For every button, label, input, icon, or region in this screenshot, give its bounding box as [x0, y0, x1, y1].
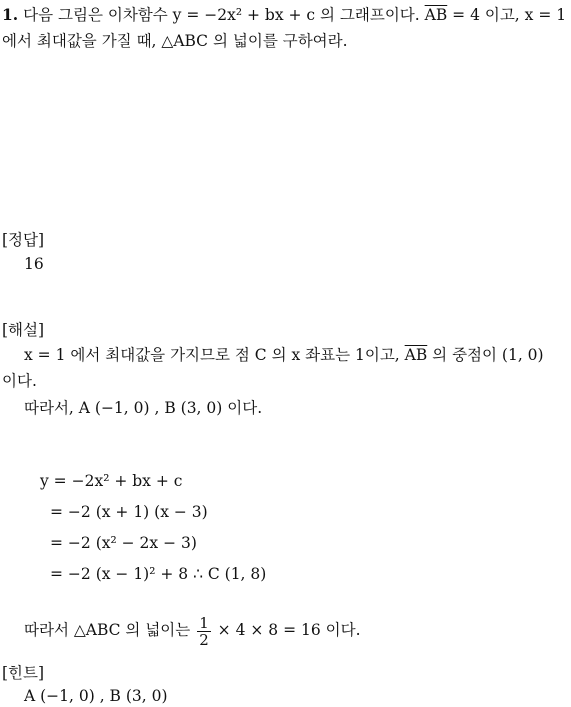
hint-heading: [힌트]	[2, 664, 45, 682]
equation-line-1: y = −2x² + bx + c	[40, 472, 183, 490]
explanation-line-1	[24, 345, 544, 365]
question-text-1a: 다음 그림은 이차함수 y = −2x² + bx + c 의 그래프이다.	[23, 6, 425, 24]
question-text-1b: = 4 이고, x = 1	[447, 6, 567, 24]
equation-line-2: = −2 (x + 1) (x − 3)	[50, 503, 208, 521]
explanation-line-3: 따라서, A (−1, 0) , B (3, 0) 이다.	[24, 399, 263, 417]
hint-text: A (−1, 0) , B (3, 0)	[24, 687, 168, 705]
conclusion-line	[24, 613, 361, 648]
fraction-numerator: 1	[199, 613, 209, 632]
equation-line-4: = −2 (x − 1)² + 8 ∴ C (1, 8)	[50, 565, 267, 583]
question-number: 1.	[2, 5, 19, 24]
question-line-1	[2, 5, 566, 25]
conclusion-text-post: × 4 × 8 = 16 이다.	[217, 621, 361, 639]
explanation-line-2: 이다.	[2, 372, 37, 390]
fraction-one-half	[197, 615, 211, 648]
conclusion-text-pre: 따라서 △ABC 의 넓이는	[24, 621, 191, 639]
explanation-text-1a: x = 1 에서 최대값을 가지므로 점 C 의 x 좌표는 1이고,	[24, 346, 405, 364]
fraction-denominator: 2	[199, 630, 209, 649]
explanation-ab-label: $\overline{AB}$	[404, 346, 428, 364]
segment-ab-label: $\overline{AB}$	[424, 6, 448, 24]
answer-value: 16	[24, 255, 44, 273]
question-line-2: 에서 최대값을 가질 때, △ABC 의 넓이를 구하여라.	[2, 32, 348, 50]
answer-heading: [정답]	[2, 231, 45, 249]
explanation-text-1b: 의 중점이 (1, 0)	[427, 346, 544, 364]
explanation-heading: [해설]	[2, 321, 45, 339]
equation-line-3: = −2 (x² − 2x − 3)	[50, 534, 197, 552]
